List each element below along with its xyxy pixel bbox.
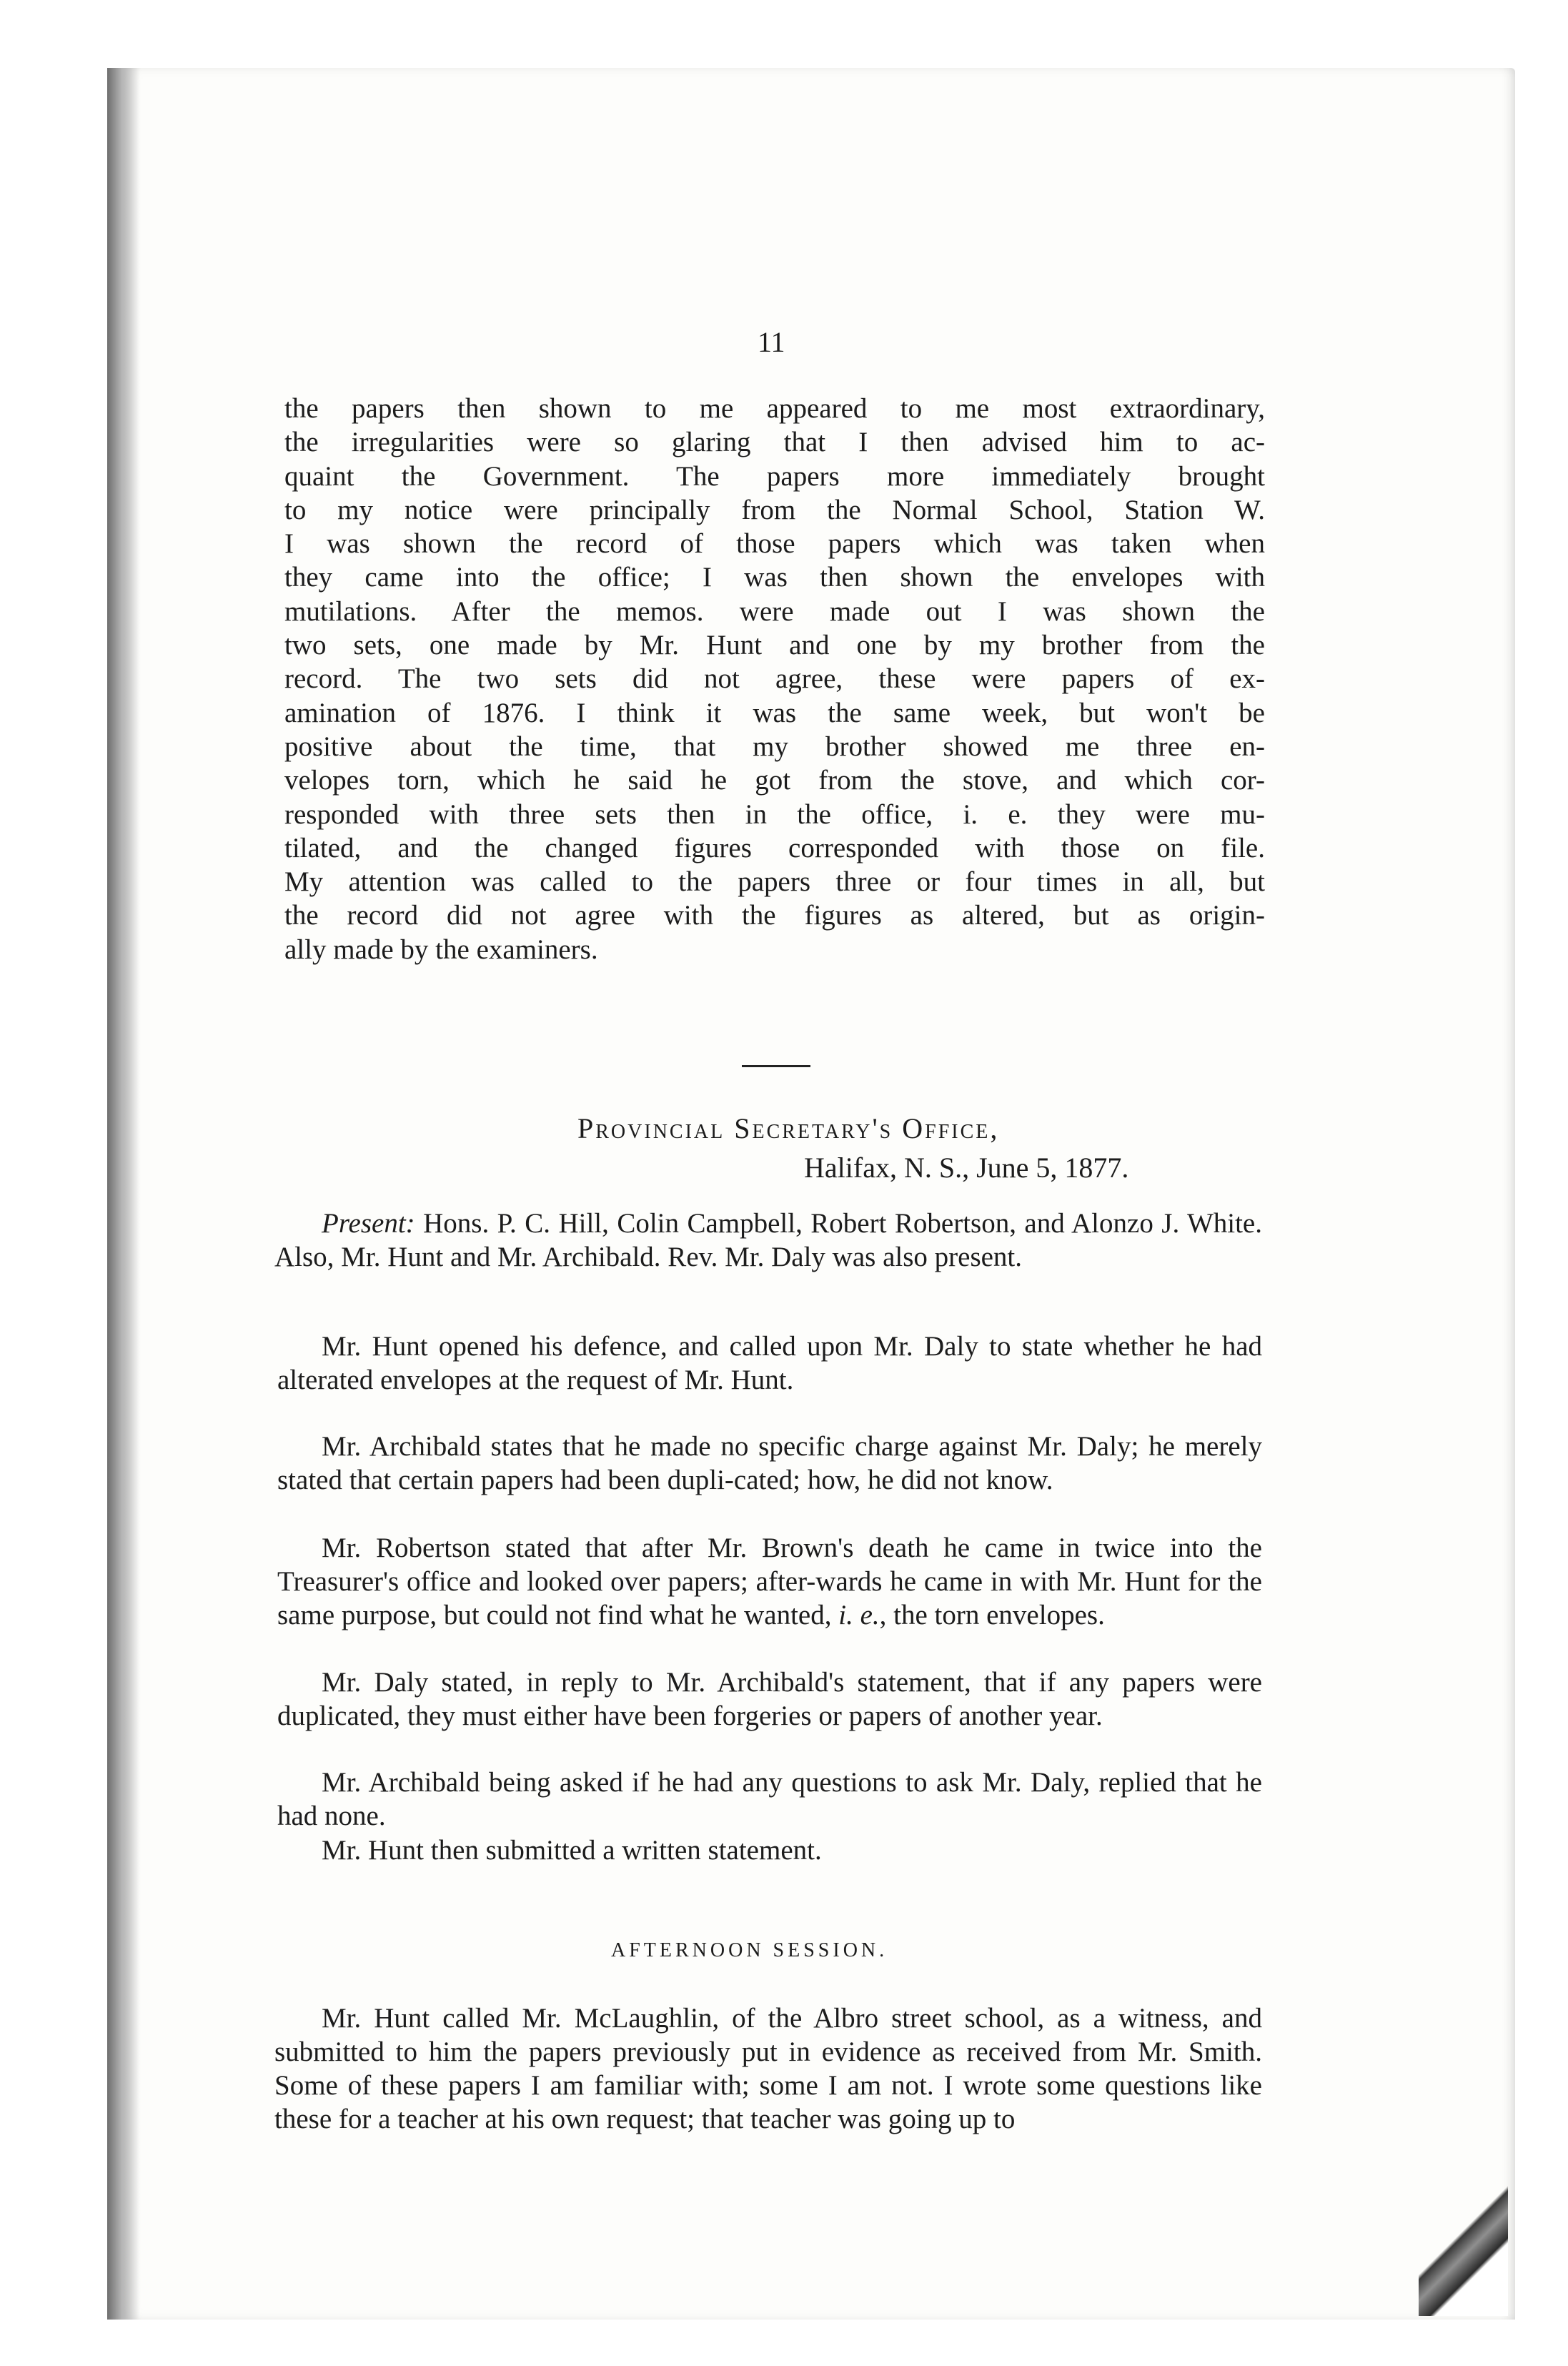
testimony-line: the irregularities were so glaring that I then advised him to ac- (284, 427, 1265, 458)
testimony-block (284, 392, 1265, 966)
corner-fold (1419, 2144, 1508, 2316)
minutes-paragraph: Mr. Hunt then submitted a written statement. (322, 1835, 822, 1866)
minutes-paragraph: Mr. Archibald states that he made no specific charge against Mr. Daly; he merely stated that certain papers had been dupli-cated; how, he did not know. (277, 1431, 1262, 1495)
testimony-line: mutilations. After the memos. were made out I was shown the (284, 595, 1265, 627)
office-heading: Provincial Secretary's Office, (577, 1112, 1000, 1144)
minutes-paragraph: Mr. Hunt opened his defence, and called upon Mr. Daly to state whether he had alterated envelopes at the request of Mr. Hunt. (277, 1331, 1262, 1395)
afternoon-heading: AFTERNOON SESSION. (611, 1939, 888, 1961)
page-number: 11 (758, 326, 785, 358)
minutes-paragraph: Mr. Archibald being asked if he had any questions to ask Mr. Daly, replied that he had none. (277, 1767, 1262, 1831)
testimony-line: to my notice were principally from the Normal School, Station W. (284, 494, 1265, 525)
testimony-line: two sets, one made by Mr. Hunt and one by my brother from the (284, 630, 1265, 661)
present-text: Hons. P. C. Hill, Colin Campbell, Robert Robertson, and Alonzo J. White. Also, Mr. Hunt and Mr. Archibald. Rev. Mr. Daly was also present. (274, 1208, 1262, 1272)
present-label: Present: (322, 1208, 415, 1239)
minutes-paragraph (277, 1531, 1262, 1632)
testimony-line: velopes torn, which he said he got from the stove, and which cor- (284, 765, 1265, 796)
testimony-line: My attention was called to the papers three or four times in all, but (284, 866, 1265, 898)
minutes-italic: i. e. (838, 1600, 880, 1630)
testimony-line: positive about the time, that my brother showed me three en- (284, 731, 1265, 762)
present-paragraph (274, 1207, 1262, 1274)
afternoon-paragraph: Mr. Hunt called Mr. McLaughlin, of the Albro street school, as a witness, and submitted to him the papers previously put in evidence as received from Mr. Smith. Some of these papers I am familiar with; some I am not. I wrote some questions like these for a teacher at his own request; that teacher was going up to (274, 2003, 1262, 2134)
testimony-line: responded with three sets then in the office, i. e. they were mu- (284, 798, 1265, 830)
testimony-line: I was shown the record of those papers which was taken when (284, 528, 1265, 560)
minutes-paragraph: Mr. Daly stated, in reply to Mr. Archibald's statement, that if any papers were duplicated, they must either have been forgeries or papers of another year. (277, 1667, 1262, 1731)
binding-shadow (107, 68, 140, 2320)
testimony-line: ally made by the examiners. (284, 934, 598, 965)
testimony-line: the papers then shown to me appeared to me most extraordinary, (284, 393, 1265, 424)
section-separator (742, 1065, 810, 1067)
place-date-line: Halifax, N. S., June 5, 1877. (804, 1152, 1129, 1184)
testimony-line: amination of 1876. I think it was the same week, but won't be (284, 697, 1265, 728)
testimony-line: quaint the Government. The papers more immediately brought (284, 460, 1265, 492)
testimony-line: they came into the office; I was then shown the envelopes with (284, 562, 1265, 593)
testimony-line: the record did not agree with the figures as altered, but as origin- (284, 900, 1265, 931)
minutes-text: , the torn envelopes. (879, 1600, 1105, 1630)
testimony-line: record. The two sets did not agree, these were papers of ex- (284, 663, 1265, 695)
testimony-line: tilated, and the changed figures corresponded with those on file. (284, 832, 1265, 863)
minutes-text: Mr. Robertson stated that after Mr. Brown's death he came in twice into the Treasurer's office and looked over papers; after-wards he came in with Mr. Hunt for the same purpose, but could not find what he wanted, (277, 1533, 1262, 1630)
